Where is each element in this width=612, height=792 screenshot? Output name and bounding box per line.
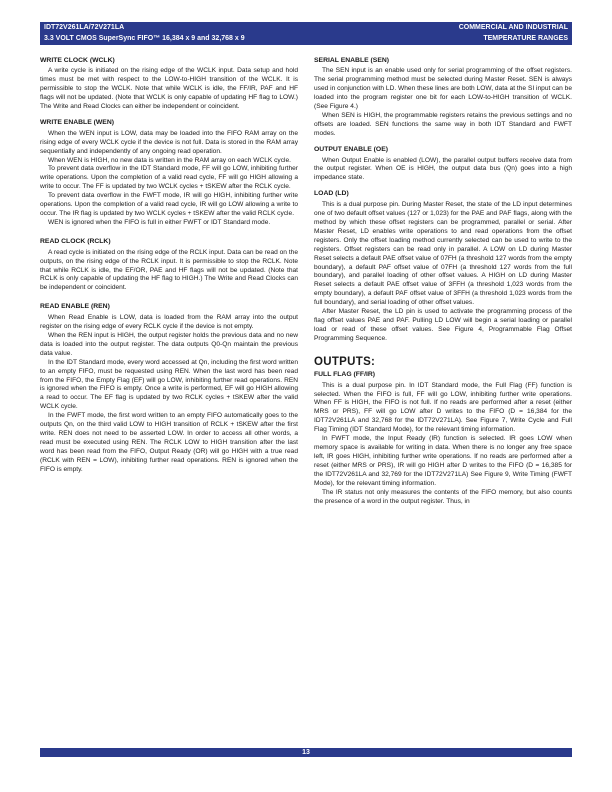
section-heading: WRITE CLOCK (WCLK) <box>40 57 115 64</box>
paragraph: The SEN input is an enable used only for serial programming of the offset registers. The serial programming method must be selected during Master Reset. SEN is always used in conjunction with LD. When these lines are both LOW, data at the SI input can be loaded into the program register one bit for each LOW-to-HIGH transition of WCLK. (See Figure 4.) <box>314 67 572 111</box>
spacer <box>314 139 572 146</box>
right-column <box>314 57 572 507</box>
page-header <box>40 22 572 45</box>
paragraph: In the IDT Standard mode, every word accessed at Qn, including the first word written to an empty FIFO, must be requested using REN. When the last word has been read from the FIFO, the Empty Flag (EF) will go LOW, inhibiting further read operations. REN is ignored when the FIFO is empty. Once a write is performed, EF will go HIGH allowing a read to occur. The EF flag is updated by two RCLK cycles + tSKEW after the valid WCLK cycle. <box>40 358 298 411</box>
page-number: 13 <box>302 749 310 756</box>
part-number: IDT72V261LA/72V271LA <box>44 24 125 31</box>
range-line-2: TEMPERATURE RANGES <box>483 35 568 42</box>
section-heading: READ CLOCK (RCLK) <box>40 238 111 246</box>
spacer <box>40 228 298 238</box>
paragraph: When WEN is HIGH, no new data is written in the RAM array on each WCLK cycle. <box>48 156 291 164</box>
header-right <box>459 22 568 44</box>
range-line-1: COMMERCIAL AND INDUSTRIAL <box>458 24 568 31</box>
paragraph: After Master Reset, the LD pin is used to activate the programming process of the flag offset values PAE and PAF. Pulling LD LOW will begin a serial loading or parallel load or read of these offset values. See Figure 4, Programmable Flag Offset Programming Sequence. <box>314 308 572 343</box>
section-heading: WRITE ENABLE (WEN) <box>40 119 115 127</box>
section-title: OUTPUTS: <box>314 356 376 369</box>
paragraph: When the WEN input is LOW, data may be loaded into the FIFO RAM array on the rising edge of every WCLK cycle if the device is not full. Data is stored in the RAM array sequentially and independently of any ongoing read operation. <box>40 129 298 155</box>
section-heading: OUTPUT ENABLE (OE) <box>314 146 389 154</box>
paragraph: To prevent data overflow in the FWFT mode, IR will go HIGH, inhibiting further write operations. Upon the completion of a valid read cycle, IR will go LOW allowing a write to occur. The IR flag is updated by two WCLK cycles + tSKEW after the valid RCLK cycle. <box>40 192 298 218</box>
spacer <box>314 183 572 190</box>
paragraph: This is a dual purpose pin. In IDT Standard mode, the Full Flag (FF) function is selected. When the FIFO is full, FF will go LOW, inhibiting further write operations. When FF is HIGH, the FIFO is not full. If no reads are performed after a reset (either MRS or PRS), FF will go LOW after D writes to the FIFO (D = 16,384 for the IDT72V261LA and 32,768 for the IDT72V271LA). See Figure 7, Write Cycle and Full Flag Timing (IDT Standard Mode), for the relevant timing information. <box>314 381 572 434</box>
paragraph: To prevent data overflow in the IDT Standard mode, FF will go LOW, inhibiting further write operations. Upon the completion of a valid read cycle, FF will go HIGH allowing a write to occur. The FF is updated by two WCLK cycles + tSKEW after the RCLK cycle. <box>40 165 298 191</box>
product-description: 3.3 VOLT CMOS SuperSync FIFO™ 16,384 x 9 and 32,768 x 9 <box>44 35 245 42</box>
paragraph: A read cycle is initiated on the rising edge of the RCLK input. Data can be read on the outputs, on the rising edge of the RCLK input. It is permissible to stop the RCLK. Note that while RCLK is idle, the EF/OR, PAE and HF flags will not be updated. (Note that RCLK is only capable of updating the HF flag to HIGH.) The Write and Read Clocks can be independent or coincident. <box>40 248 298 292</box>
paragraph: In FWFT mode, the Input Ready (IR) function is selected. IR goes LOW when memory space is available for writing in data. When there is no longer any free space left, IR goes HIGH, inhibiting further write operations. If no reads are performed after a reset (either MRS or PRS), IR will go HIGH after D writes to the FIFO (D = 16,385 for the IDT72V261LA and 32,769 for the IDT72V271LA) See Figure 9, Write Timing (FWFT Mode), for the relevant timing information. <box>314 435 572 488</box>
paragraph: When SEN is HIGH, the programmable registers retains the previous settings and no offsets are loaded. SEN functions the same way in both IDT Standard and FWFT modes. <box>314 112 572 138</box>
paragraph: The IR status not only measures the contents of the FIFO memory, but also counts the presence of a word in the output register. Thus, in <box>314 488 572 505</box>
paragraph: WEN is ignored when the FIFO is full in either FWFT or IDT Standard mode. <box>48 219 271 227</box>
spacer <box>40 112 298 119</box>
spacer <box>40 293 298 303</box>
header-left <box>44 22 245 44</box>
section-heading: FULL FLAG (FF/IR) <box>314 371 376 379</box>
section-heading: READ ENABLE (REN) <box>40 303 110 311</box>
section-heading: SERIAL ENABLE (SEN) <box>314 57 390 64</box>
page-footer <box>40 748 572 757</box>
paragraph: This is a dual purpose pin. During Master Reset, the state of the LD input determines one of two default offset values (127 or 1,023) for the PAE and PAF flags, along with the method by which these offset registers can be programmed, parallel or serial. After Master Reset, LD enables write operations to and read operations from the offset registers. Only the offset loading method currently selected can be used to write to the registers. Offset registers can be read only in parallel. A LOW on LD during Master Reset selects a default PAE offset value of 07FH (a threshold 127 words from the empty boundary), a default PAF offset value of 07FH (a threshold 127 words from the full boundary), and parallel loading of other offset values. A HIGH on LD during Master Reset selects a default PAE offset value of 3FFH (a threshold 1,023 words from the empty boundary), a default PAF offset value of 3FFH (a threshold 1,023 words from the full boundary), and serial loading of other offset values. <box>314 200 572 307</box>
spacer <box>314 344 572 354</box>
paragraph: A write cycle is initiated on the rising edge of the WCLK input. Data setup and hold times must be met with respect to the LOW-to-HIGH transition of the WCLK. It is permissible to stop the WCLK. Note that while WCLK is idle, the FF/IR, PAF and HF flags will not be updated. (Note that WCLK is only capable of updating HF flag to LOW.) The Write and Read Clocks can either be independent or coincident. <box>40 67 298 111</box>
paragraph: When Read Enable is LOW, data is loaded from the RAM array into the output register on the rising edge of every RCLK cycle if the device is not empty. <box>40 313 298 330</box>
left-column <box>40 57 298 475</box>
paragraph: When the REN input is HIGH, the output register holds the previous data and no new data is loaded into the output register. The data outputs Q0-Qn maintain the previous data value. <box>40 331 298 357</box>
paragraph: In the FWFT mode, the first word written to an empty FIFO automatically goes to the outputs Qn, on the third valid LOW to HIGH transition of RCLK + tSKEW after the first write. REN does not need to be asserted LOW. In order to access all other words, a read must be executed using REN. The RCLK LOW to HIGH transition after the last word has been read from the FIFO, Output Ready (OR) will go HIGH with a true read (RCLK with REN = LOW), inhibiting further read operations. REN is ignored when the FIFO is empty. <box>40 412 298 474</box>
paragraph: When Output Enable is enabled (LOW), the parallel output buffers receive data from the output register. When OE is HIGH, the output data bus (Qn) goes into a high impedance state. <box>314 156 572 182</box>
section-heading: LOAD (LD) <box>314 190 349 198</box>
